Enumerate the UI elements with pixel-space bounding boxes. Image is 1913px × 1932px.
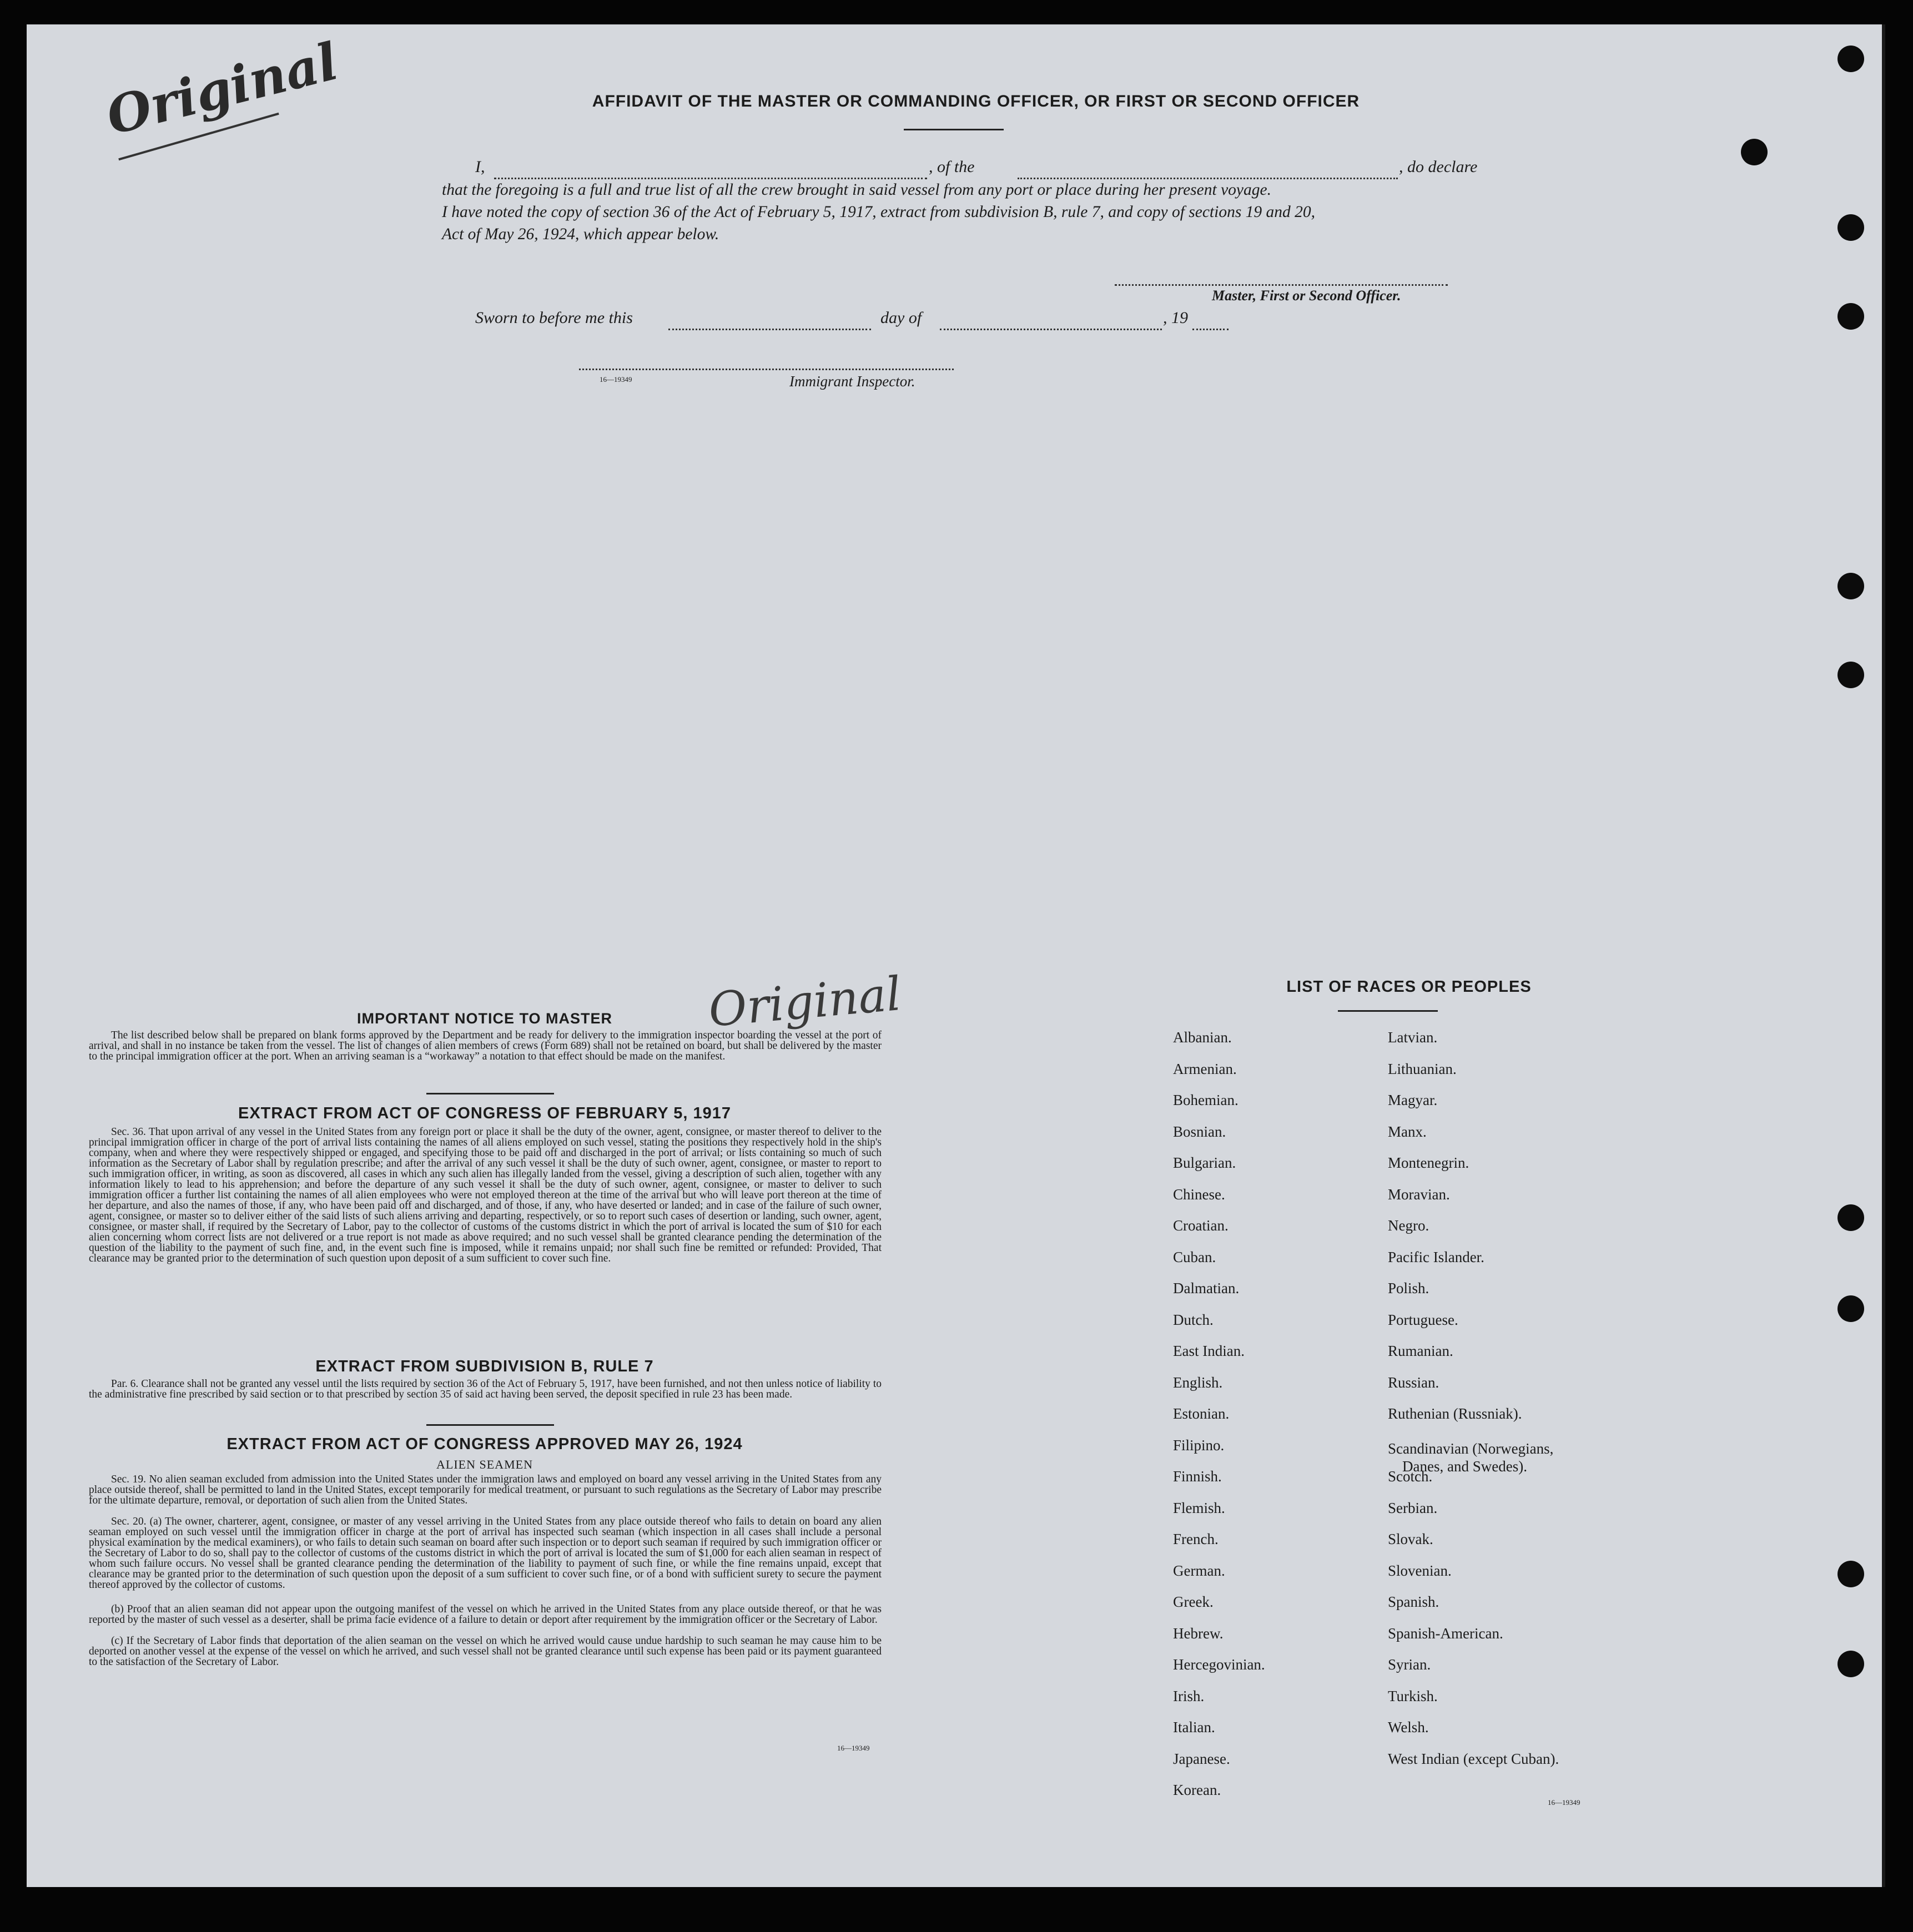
race-item: Chinese. xyxy=(1173,1186,1225,1203)
affidavit-i-label: I, xyxy=(475,158,485,176)
punch-hole xyxy=(1838,1561,1864,1587)
extract-rule7-text: Par. 6. Clearance shall not be granted any vessel until the lists required by section 36 of the Act of February 5, 1917, have been furnished, and not then unless notice of liability to the administrative fine prescribed by said section or to that prescribed by section 35 of said act having been served, the deposit specified in rule 23 has been made. xyxy=(89,1378,882,1400)
race-item: English. xyxy=(1173,1374,1223,1391)
punch-hole xyxy=(1838,573,1864,599)
race-item: Syrian. xyxy=(1388,1656,1431,1673)
race-item: Finnish. xyxy=(1173,1468,1222,1485)
sworn-day-blank xyxy=(668,329,871,330)
affidavit-do-declare-label: , do declare xyxy=(1399,158,1478,176)
title-divider xyxy=(904,129,1004,130)
sworn-month-blank xyxy=(940,329,1162,330)
vessel-blank xyxy=(1018,178,1398,179)
race-item: Montenegrin. xyxy=(1388,1154,1469,1171)
race-item: Welsh. xyxy=(1388,1719,1429,1736)
race-item: Spanish-American. xyxy=(1388,1625,1503,1642)
races-title: LIST OF RACES OR PEOPLES xyxy=(1286,978,1532,996)
race-item: Latvian. xyxy=(1388,1029,1438,1046)
race-item: Pacific Islander. xyxy=(1388,1248,1484,1265)
race-item: Manx. xyxy=(1388,1123,1427,1140)
notice-title: IMPORTANT NOTICE TO MASTER xyxy=(357,1010,612,1027)
race-item: Flemish. xyxy=(1173,1499,1225,1516)
rule7-divider xyxy=(426,1424,554,1426)
handwritten-original-top: Original xyxy=(100,31,344,147)
punch-hole xyxy=(1838,1204,1864,1231)
races-divider xyxy=(1338,1010,1438,1012)
race-item: Korean. xyxy=(1173,1782,1221,1798)
race-item: Filipino. xyxy=(1173,1436,1225,1454)
race-item: Magyar. xyxy=(1388,1092,1438,1108)
affidavit-form-number: 16—19349 xyxy=(600,375,632,384)
sec19-text: Sec. 19. No alien seaman excluded from admission into the United States under the immigration laws and employed on board any vessel arriving in the United States from any place outside thereof, shall be permitted to land in the United States, except temporarily for medical treatment, or pursuant to such regulations as the Secretary of Labor may prescribe for the ultimate departure, removal, or deportation of such alien from the United States. xyxy=(89,1474,882,1506)
sec20a-text: Sec. 20. (a) The owner, charterer, agent, consignee, or master of any vessel arriving in the United States from any place outside thereof who fails to detain on board any alien seaman employed on such vessel until the immigration officer in charge at the port of arrival has inspected such seaman (which inspection in all cases shall include a personal physical examination by the medical examiners), or who fails to detain such seaman on board after such inspection or to deport such seaman if required by such immigration officer or the Secretary of Labor to do so, shall pay to the collector of customs of the customs district in which the port of arrival is located the sum of $1,000 for each alien seaman in respect of whom such failure occurs. No vessel shall be granted clearance pending the determination of the liability to payment of such fine, or while the fine remains unpaid, except that clearance may be granted prior to the determination of such question upon the deposit of a sum sufficient to cover such fine, or of a bond with sufficient surety to secure the payment thereof approved by the collector of customs. xyxy=(89,1516,882,1591)
race-item: Cuban. xyxy=(1173,1248,1216,1265)
inspector-caption: Immigrant Inspector. xyxy=(789,373,915,390)
race-item: Negro. xyxy=(1388,1217,1429,1234)
race-item: Bohemian. xyxy=(1173,1092,1239,1108)
race-item: Bulgarian. xyxy=(1173,1154,1236,1171)
signature-caption: Master, First or Second Officer. xyxy=(1212,287,1401,304)
affidavit-title: AFFIDAVIT OF THE MASTER OR COMMANDING OFFICER, OR FIRST OR SECOND OFFICER xyxy=(592,92,1360,110)
race-item: French. xyxy=(1173,1531,1219,1547)
punch-hole xyxy=(1741,139,1768,165)
affidavit-body-line-3: I have noted the copy of section 36 of the Act of February 5, 1917, extract from subdivision B, rule 7, and copy of sections 19 and 20, xyxy=(442,203,1316,221)
race-item: Italian. xyxy=(1173,1719,1215,1736)
race-item: Scandinavian (Norwegians, xyxy=(1388,1440,1554,1457)
race-item: Greek. xyxy=(1173,1593,1214,1610)
year-label: , 19 xyxy=(1163,309,1188,327)
race-item: Scotch. xyxy=(1388,1468,1433,1485)
extract-1924-title: EXTRACT FROM ACT OF CONGRESS APPROVED MAY 26, 1924 xyxy=(226,1435,743,1453)
day-of-label: day of xyxy=(880,309,922,327)
extract-1917-title: EXTRACT FROM ACT OF CONGRESS OF FEBRUARY 5, 1917 xyxy=(238,1104,732,1122)
name-blank xyxy=(494,178,927,179)
punch-hole xyxy=(1838,303,1864,330)
punch-hole xyxy=(1838,46,1864,72)
race-item: Ruthenian (Russniak). xyxy=(1388,1405,1522,1422)
race-item: Dutch. xyxy=(1173,1311,1214,1328)
year-blank xyxy=(1192,329,1229,330)
race-item: Serbian. xyxy=(1388,1499,1438,1516)
signature-blank xyxy=(1115,284,1448,286)
race-item: Dalmatian. xyxy=(1173,1280,1240,1297)
document-page xyxy=(27,24,1885,1887)
race-item: Slovak. xyxy=(1388,1531,1433,1547)
punch-hole xyxy=(1838,214,1864,241)
notice-text: The list described below shall be prepared on blank forms approved by the Department and be ready for delivery to the immigration inspector boarding the vessel at the port of arrival, and shall in no instance be taken from the vessel. The list of changes of alien members of crews (Form 689) shall not be retained on board, but shall be delivered by the master to the principal immigration officer at the port. When an arriving seaman is a “workaway” a notation to that effect should be made on the manifest. xyxy=(89,1030,882,1062)
race-item: Hebrew. xyxy=(1173,1625,1224,1642)
race-item: Turkish. xyxy=(1388,1687,1438,1704)
sec20b-text: (b) Proof that an alien seaman did not appear upon the outgoing manifest of the vessel on which he arrived in the United States from any place outside thereof, or that he was reported by the master of such vessel as a deserter, shall be prima facie evidence of a failure to detain or deport after requirement by the immigration officer or the Secretary of Labor. xyxy=(89,1603,882,1626)
races-form-number: 16—19349 xyxy=(1548,1798,1580,1807)
affidavit-body-line-4: Act of May 26, 1924, which appear below. xyxy=(442,225,719,243)
race-item: Estonian. xyxy=(1173,1405,1230,1422)
race-item: Bosnian. xyxy=(1173,1123,1226,1140)
punch-hole xyxy=(1838,662,1864,688)
race-item: Danes, and Swedes). xyxy=(1402,1457,1527,1475)
race-item: Japanese. xyxy=(1173,1750,1230,1767)
race-item: German. xyxy=(1173,1562,1225,1579)
handwritten-original-middle: Original xyxy=(706,966,904,1037)
race-item: Lithuanian. xyxy=(1388,1060,1457,1077)
race-item: Moravian. xyxy=(1388,1186,1450,1203)
race-item: Portuguese. xyxy=(1388,1311,1458,1328)
sworn-label: Sworn to before me this xyxy=(475,309,633,327)
inspector-blank xyxy=(579,369,954,370)
punch-hole xyxy=(1838,1651,1864,1677)
race-item: Hercegovinian. xyxy=(1173,1656,1265,1673)
extract-form-number: 16—19349 xyxy=(837,1744,870,1752)
race-item: Croatian. xyxy=(1173,1217,1229,1234)
extract-rule7-title: EXTRACT FROM SUBDIVISION B, RULE 7 xyxy=(315,1358,654,1375)
affidavit-of-the-label: , of the xyxy=(929,158,975,176)
race-item: Russian. xyxy=(1388,1374,1439,1391)
race-item: Irish. xyxy=(1173,1687,1205,1704)
race-item: Rumanian. xyxy=(1388,1343,1453,1359)
race-item: Slovenian. xyxy=(1388,1562,1452,1579)
race-item: Armenian. xyxy=(1173,1060,1237,1077)
race-item: Albanian. xyxy=(1173,1029,1232,1046)
race-item: Spanish. xyxy=(1388,1593,1439,1610)
race-item: Polish. xyxy=(1388,1280,1429,1297)
extract-1917-text: Sec. 36. That upon arrival of any vessel in the United States from any foreign port or place it shall be the duty of the owner, agent, consignee, or master thereof to deliver to the principal immigration officer in charge of the port of arrival lists containing the names of all aliens employed on such vessel, stating the positions they respectively hold in the ship's company, when and where they were respectively shipped or engaged, and specifying those to be paid off and discharged in the port of arrival; or lists containing so much of such information as the Secretary of Labor shall by regulation prescribe; and after the arrival of any such vessel it shall be the duty of such owner, agent, consignee, or master to report to such immigration officer, in writing, as soon as discovered, all cases in which any such alien has illegally landed from the vessel, giving a description of such alien, together with any information likely to lead to his apprehension; and before the departure of any such vessel it shall be the duty of such owner, agent, consignee, or master to deliver to such immigration officer a further list containing the names of all alien employees who were not employed thereon at the time of the arrival but who will leave port thereon at the time of her departure, and also the names of those, if any, who have been paid off and discharged, and of those, if any, who have deserted or landed; and in case of the failure of such owner, agent, consignee, or master so to deliver either of the said lists of such aliens arriving and departing, respectively, or so to report such cases of desertion or landing, such owner, agent, consignee, or master shall, if required by the Secretary of Labor, pay to the collector of customs of the customs district in which the port of arrival is located the sum of $10 for each alien concerning whom correct lists are not delivered or a true report is not made as above required; and no such vessel shall be granted clearance pending the determination of the question of the liability to the payment of such fine, and, in the event such fine is imposed, while it remains unpaid; nor shall such fine be remitted or refunded: Provided, That clearance may be granted prior to the determination of such question upon deposit of a sum sufficient to cover such fine. xyxy=(89,1126,882,1264)
affidavit-body-line-2: that the foregoing is a full and true list of all the crew brought in said vessel from any port or place during her present voyage. xyxy=(442,181,1271,199)
punch-hole xyxy=(1838,1295,1864,1322)
race-item: East Indian. xyxy=(1173,1343,1245,1359)
sec20c-text: (c) If the Secretary of Labor finds that deportation of the alien seaman on the vessel on which he arrived would cause undue hardship to such seaman he may cause him to be deported on another vessel at the expense of the vessel on which he arrived, and such vessel shall not be granted clearance until such expense has been paid or its payment guaranteed to the satisfaction of the Secretary of Labor. xyxy=(89,1635,882,1668)
alien-seamen-subtitle: ALIEN SEAMEN xyxy=(436,1457,533,1471)
notice-divider xyxy=(426,1093,554,1094)
race-item: West Indian (except Cuban). xyxy=(1388,1750,1559,1767)
